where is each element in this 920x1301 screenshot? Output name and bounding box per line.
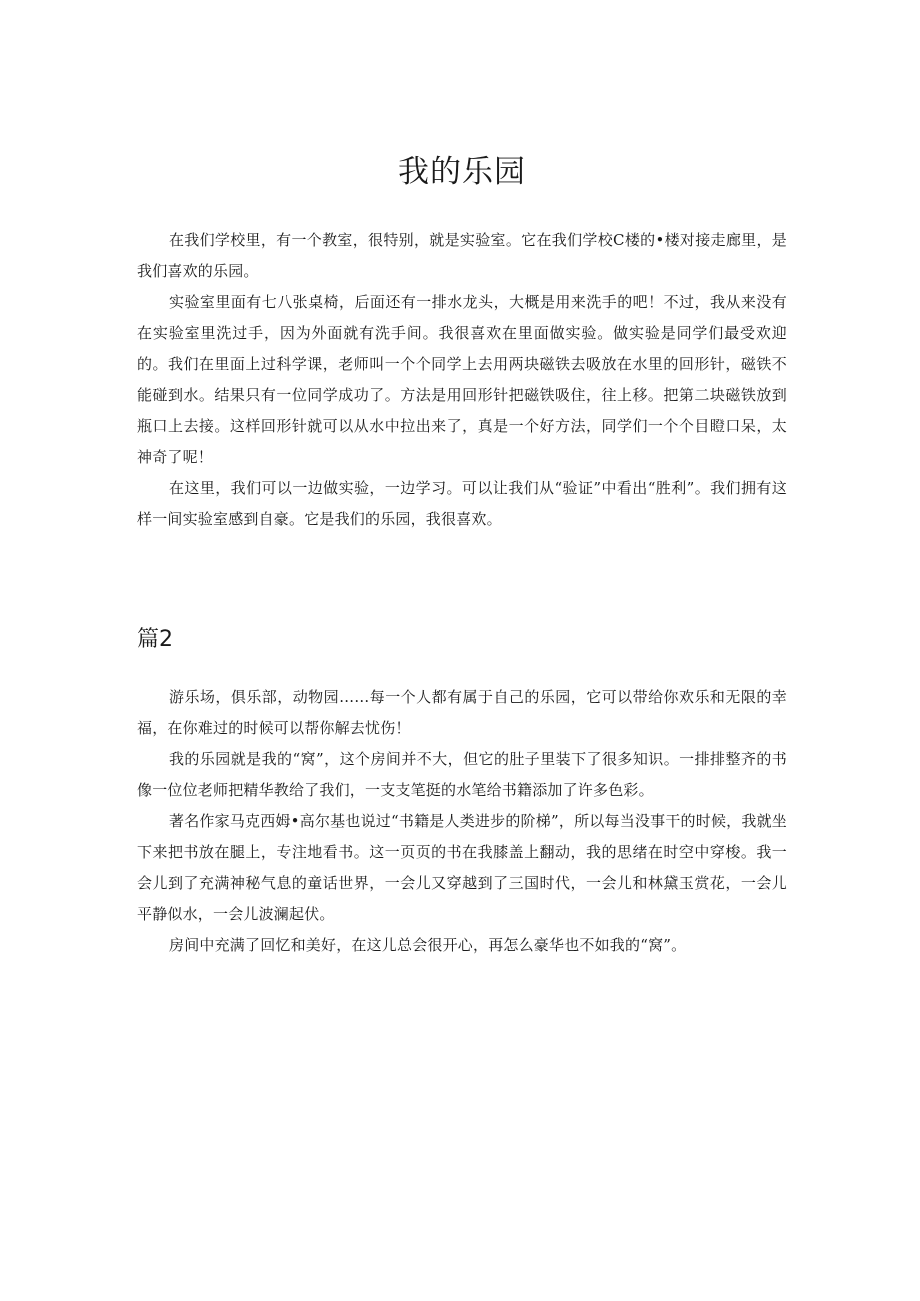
article-2-body: [137, 682, 787, 961]
article-1-body: [137, 225, 787, 535]
article-1-paragraph-2: 实验室里面有七八张桌椅，后面还有一排水龙头，大概是用来洗手的吧！不过，我从来没有在实验室里洗过手，因为外面就有洗手间。我很喜欢在里面做实验。做实验是同学们最受欢迎的。我们在里面上过科学课，老师叫一个个同学上去用两块磁铁去吸放在水里的回形针，磁铁不能碰到水。结果只有一位同学成功了。方法是用回形针把磁铁吸住，往上移。把第二块磁铁放到瓶口上去接。这样回形针就可以从水中拉出来了，真是一个好方法，同学们一个个目瞪口呆，太神奇了呢！: [137, 293, 787, 466]
article-1-paragraph-1: 在我们学校里，有一个教室，很特别，就是实验室。它在我们学校C楼的•楼对接走廊里，是我们喜欢的乐园。: [137, 231, 787, 280]
article-1-paragraph-3: 在这里，我们可以一边做实验，一边学习。可以让我们从“验证”中看出“胜利”。我们拥有这样一间实验室感到自豪。它是我们的乐园，我很喜欢。: [137, 479, 787, 528]
article-2-paragraph-1: 游乐场，俱乐部，动物园……每一个人都有属于自己的乐园，它可以带给你欢乐和无限的幸福，在你难过的时候可以帮你解去忧伤！: [137, 688, 787, 737]
article-2-paragraph-4: 房间中充满了回忆和美好，在这儿总会很开心，再怎么豪华也不如我的“窝”。: [169, 936, 687, 954]
article-2-paragraph-3: 著名作家马克西姆•高尔基也说过“书籍是人类进步的阶梯”，所以每当没事干的时候，我就坐下来把书放在腿上，专注地看书。这一页页的书在我膝盖上翻动，我的思绪在时空中穿梭。我一会儿到了充满神秘气息的童话世界，一会儿又穿越到了三国时代，一会儿和林黛玉赏花，一会儿平静似水，一会儿波澜起伏。: [137, 812, 787, 923]
page-title: 我的乐园: [398, 154, 526, 190]
section-heading-2: 篇2: [137, 627, 173, 652]
article-2-paragraph-2: 我的乐园就是我的“窝”，这个房间并不大，但它的肚子里装下了很多知识。一排排整齐的书像一位位老师把精华教给了我们，一支支笔挺的水笔给书籍添加了许多色彩。: [137, 750, 787, 799]
